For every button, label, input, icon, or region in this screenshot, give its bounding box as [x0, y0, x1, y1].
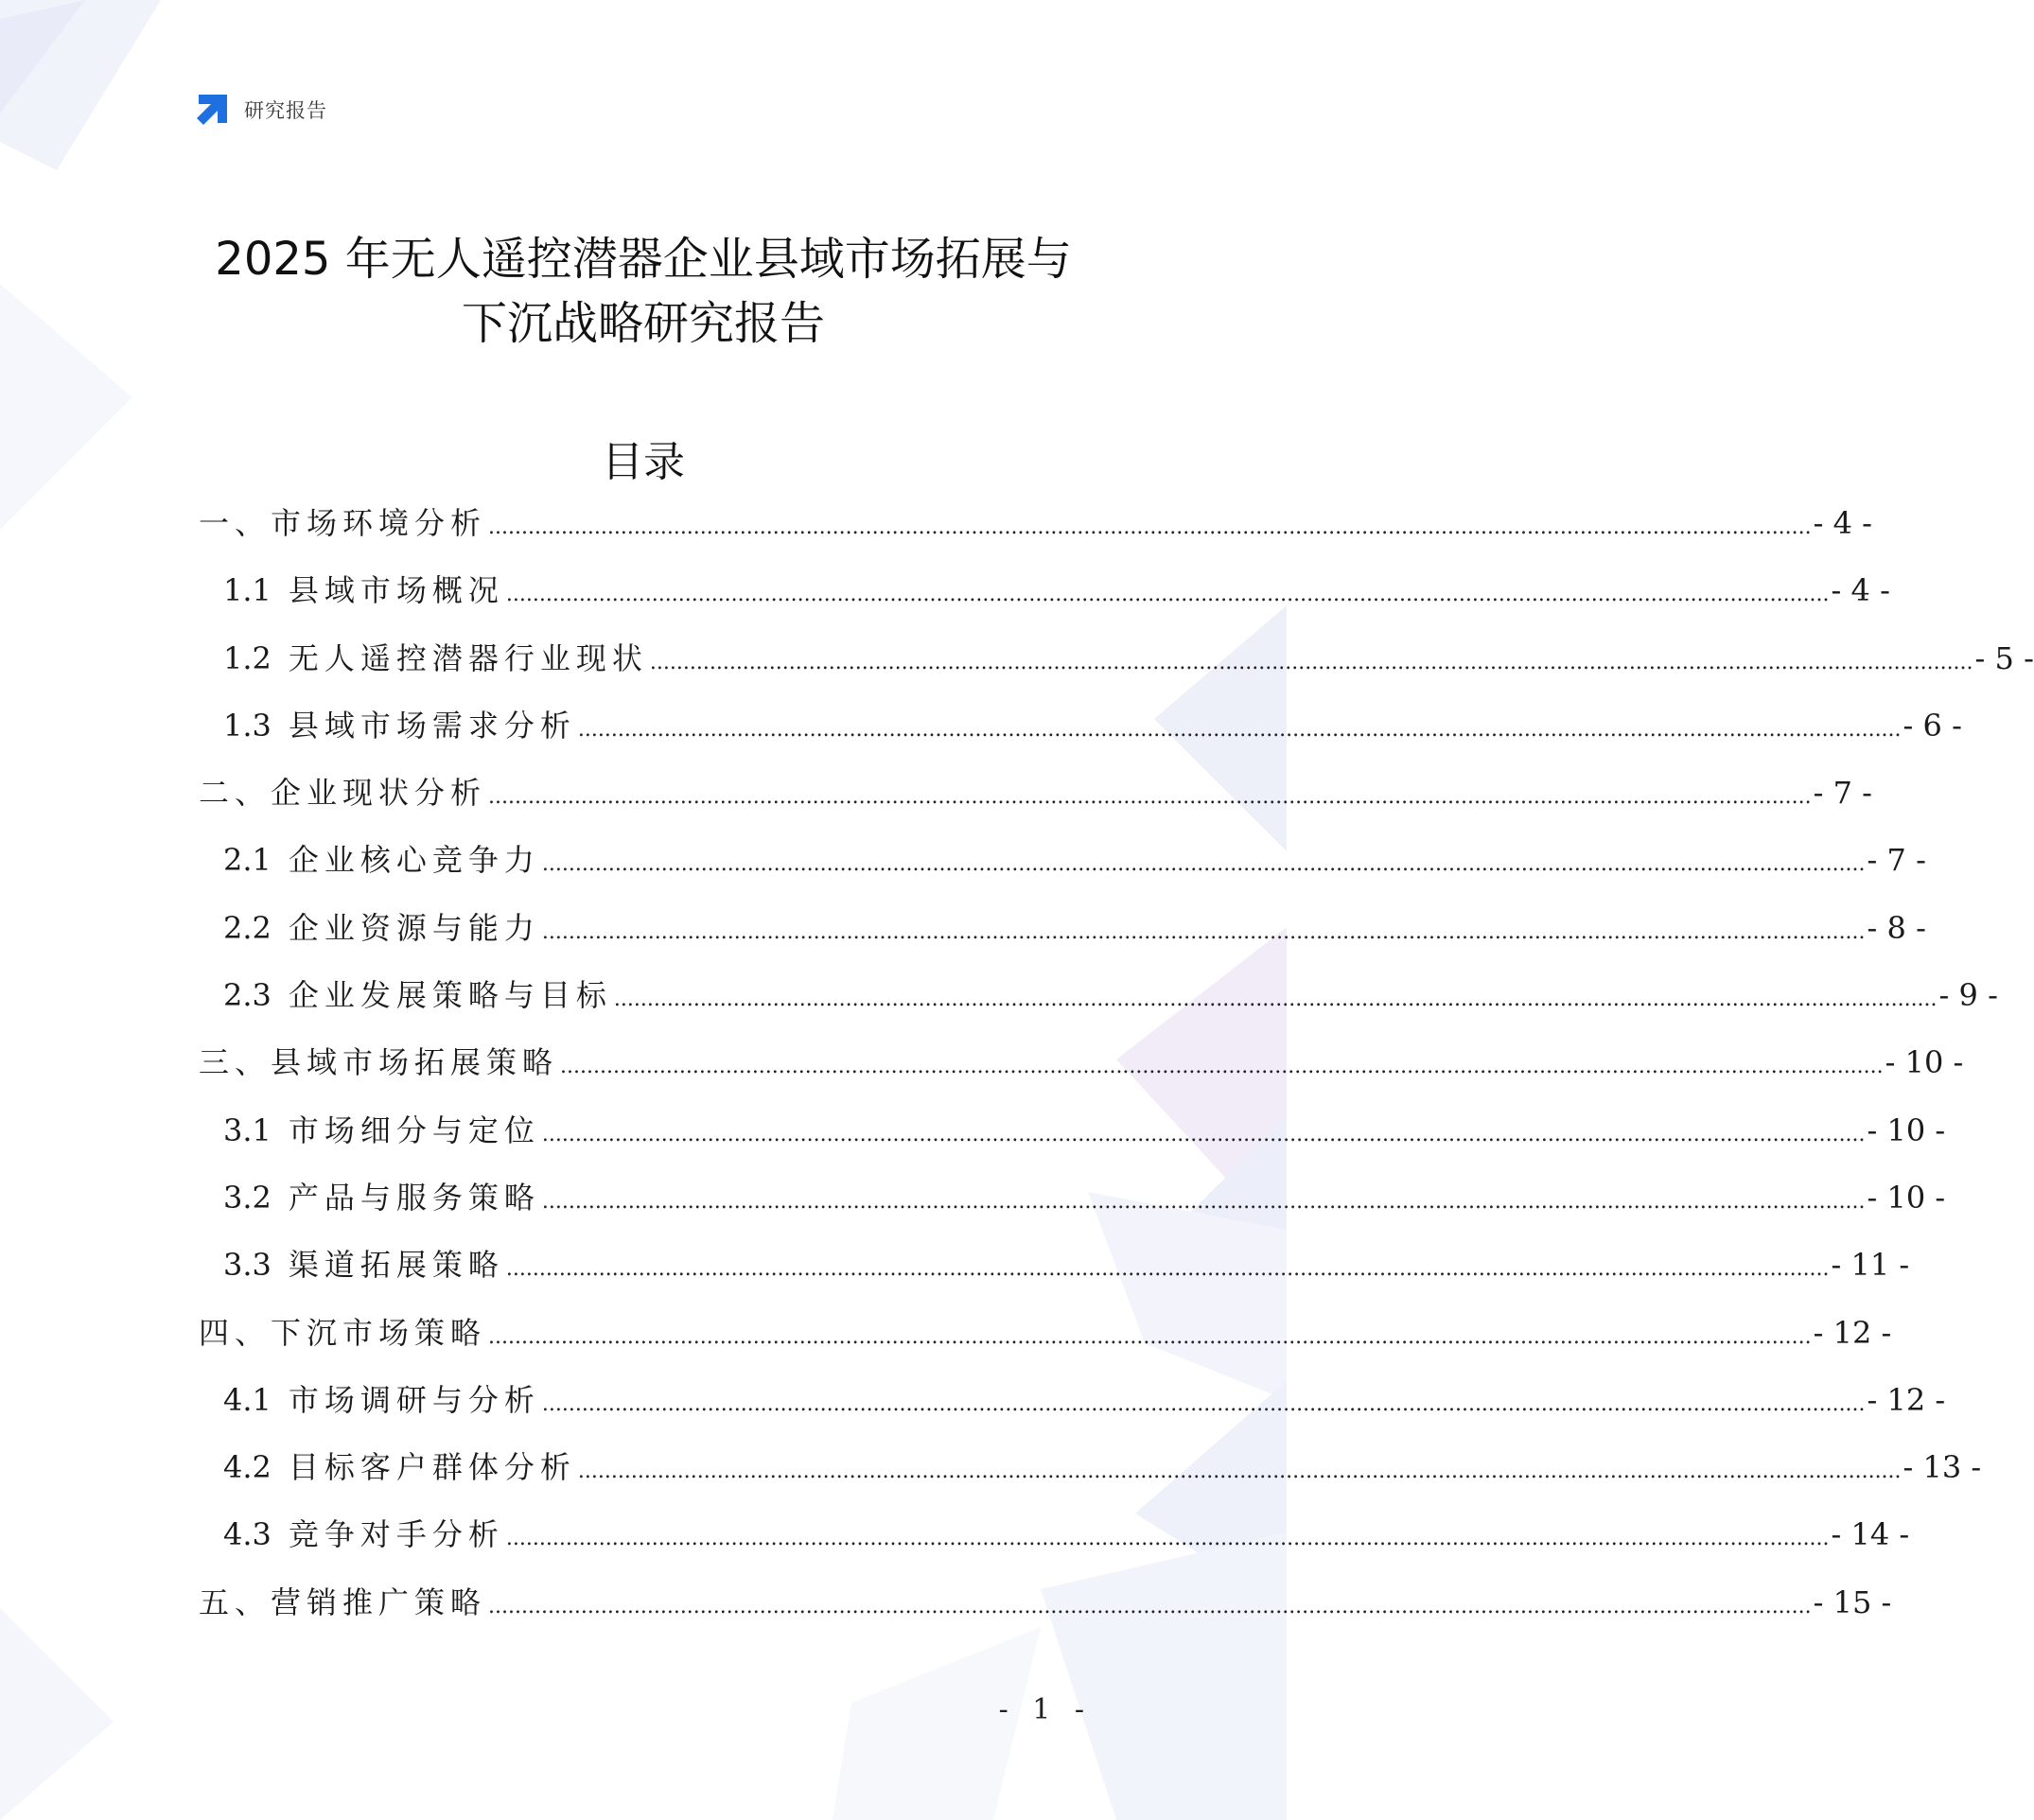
toc-dot-leader: ........................................................................................................................................................................................................	[505, 583, 1830, 607]
toc-entry-number: 1.1	[223, 572, 272, 609]
toc-dot-leader: ........................................................................................................................................................................................................	[541, 1391, 1866, 1416]
toc-entry[interactable]	[199, 1434, 1982, 1501]
toc-entry-title: 市场调研与分析	[288, 1381, 540, 1418]
document-title-line-2: 下沉战略研究报告	[461, 297, 825, 350]
toc-entry-page: - 11 -	[1831, 1247, 1910, 1284]
toc-entry[interactable]	[199, 962, 1998, 1029]
toc-entry[interactable]	[199, 1232, 1910, 1299]
toc-dot-leader: ........................................................................................................................................................................................................	[488, 516, 1812, 539]
toc-dot-leader: ........................................................................................................................................................................................................	[613, 988, 1938, 1012]
toc-entry[interactable]	[199, 1164, 1946, 1232]
toc-entry-page: - 13 -	[1902, 1449, 1982, 1486]
toc-dot-leader: ........................................................................................................................................................................................................	[560, 1055, 1884, 1079]
toc-entry-number: 4.3	[223, 1516, 272, 1553]
toc-entry-number: 2.3	[223, 977, 272, 1014]
document-title-line-1: 2025 年无人遥控潜器企业县域市场拓展与	[215, 233, 1072, 286]
toc-entry-title: 四、下沉市场策略	[199, 1314, 487, 1351]
document-title	[0, 227, 1287, 356]
toc-entry-page: - 10 -	[1867, 1179, 1946, 1216]
toc-entry-title: 二、企业现状分析	[199, 775, 487, 812]
toc-entry-title: 渠道拓展策略	[288, 1247, 504, 1284]
toc-dot-leader: ........................................................................................................................................................................................................	[488, 1324, 1812, 1349]
toc-entry-title: 企业发展策略与目标	[288, 977, 612, 1014]
toc-entry-title: 目标客户群体分析	[288, 1449, 576, 1486]
toc-dot-leader: ........................................................................................................................................................................................................	[541, 1189, 1866, 1214]
toc-entry-number: 3.3	[223, 1247, 272, 1284]
toc-entry-page: - 10 -	[1867, 1111, 1946, 1148]
toc-dot-leader: ........................................................................................................................................................................................................	[488, 785, 1812, 810]
toc-entry-number: 2.2	[223, 909, 272, 946]
toc-entry-number: 4.1	[223, 1381, 272, 1418]
toc-entry[interactable]	[199, 827, 1926, 894]
toc-dot-leader: ........................................................................................................................................................................................................	[541, 852, 1866, 877]
toc-entry-page: - 10 -	[1885, 1044, 1964, 1081]
toc-entry-page: - 7 -	[1813, 775, 1872, 812]
toc-entry[interactable]	[199, 625, 2034, 692]
toc-entry[interactable]	[199, 1097, 1946, 1164]
arrow-logo-icon	[195, 93, 229, 127]
toc-entry-title: 竞争对手分析	[288, 1516, 504, 1553]
toc-entry-title: 县域市场需求分析	[288, 707, 576, 744]
toc-entry[interactable]	[199, 692, 1962, 760]
toc-entry-title: 产品与服务策略	[288, 1179, 540, 1216]
toc-dot-leader: ........................................................................................................................................................................................................	[541, 919, 1866, 944]
toc-entry-title: 五、营销推广策略	[199, 1584, 487, 1620]
toc-dot-leader: ........................................................................................................................................................................................................	[505, 1527, 1830, 1551]
toc-dot-leader: ........................................................................................................................................................................................................	[488, 1594, 1812, 1619]
toc-entry-page: - 4 -	[1831, 572, 1890, 609]
toc-entry[interactable]	[199, 1029, 1964, 1096]
toc-entry-number: 3.2	[223, 1179, 272, 1216]
toc-entry-number: 4.2	[223, 1449, 272, 1486]
toc-entry-page: - 8 -	[1867, 909, 1926, 946]
toc-dot-leader: ........................................................................................................................................................................................................	[649, 650, 1973, 674]
toc-entry-page: - 14 -	[1831, 1516, 1910, 1553]
toc-entry-page: - 4 -	[1813, 505, 1872, 541]
toc-entry-title: 一、市场环境分析	[199, 505, 487, 541]
toc-entry-page: - 5 -	[1974, 639, 2034, 676]
toc-entry-title: 企业核心竞争力	[288, 842, 540, 879]
toc-entry[interactable]	[199, 1367, 1946, 1434]
toc-entry[interactable]	[199, 1569, 1892, 1636]
toc-entry[interactable]	[199, 895, 1926, 962]
toc-entry[interactable]	[199, 760, 1872, 827]
toc-dot-leader: ........................................................................................................................................................................................................	[505, 1257, 1830, 1282]
toc-entry-title: 三、县域市场拓展策略	[199, 1044, 559, 1081]
toc-dot-leader: ........................................................................................................................................................................................................	[577, 1460, 1902, 1484]
toc-entry[interactable]	[199, 490, 1872, 557]
toc-entry-title: 市场细分与定位	[288, 1111, 540, 1148]
toc-dot-leader: ........................................................................................................................................................................................................	[541, 1122, 1866, 1146]
toc-entry-title: 县域市场概况	[288, 572, 504, 609]
toc-entry-page: - 12 -	[1867, 1381, 1946, 1418]
toc-entry-page: - 15 -	[1813, 1584, 1892, 1620]
toc-entry-number: 1.3	[223, 707, 272, 744]
toc-entry-number: 2.1	[223, 842, 272, 879]
toc-entry[interactable]	[199, 557, 1890, 624]
toc-entry-page: - 6 -	[1902, 707, 1962, 744]
toc-entry-page: - 12 -	[1813, 1314, 1892, 1351]
toc-dot-leader: ........................................................................................................................................................................................................	[577, 717, 1902, 742]
toc-entry-number: 3.1	[223, 1111, 272, 1148]
toc-entry-page: - 9 -	[1938, 977, 1998, 1014]
toc-entry-title: 无人遥控潜器行业现状	[288, 639, 648, 676]
page-number: - 1 -	[998, 1693, 1092, 1726]
toc-entry[interactable]	[199, 1300, 1892, 1367]
header-label: 研究报告	[244, 99, 327, 122]
toc-entry-page: - 7 -	[1867, 842, 1926, 879]
toc-entry-title: 企业资源与能力	[288, 909, 540, 946]
toc-heading: 目录	[602, 438, 685, 486]
table-of-contents	[199, 490, 2034, 1636]
toc-entry-number: 1.2	[223, 639, 272, 676]
toc-entry[interactable]	[199, 1501, 1910, 1568]
report-header	[195, 93, 327, 127]
